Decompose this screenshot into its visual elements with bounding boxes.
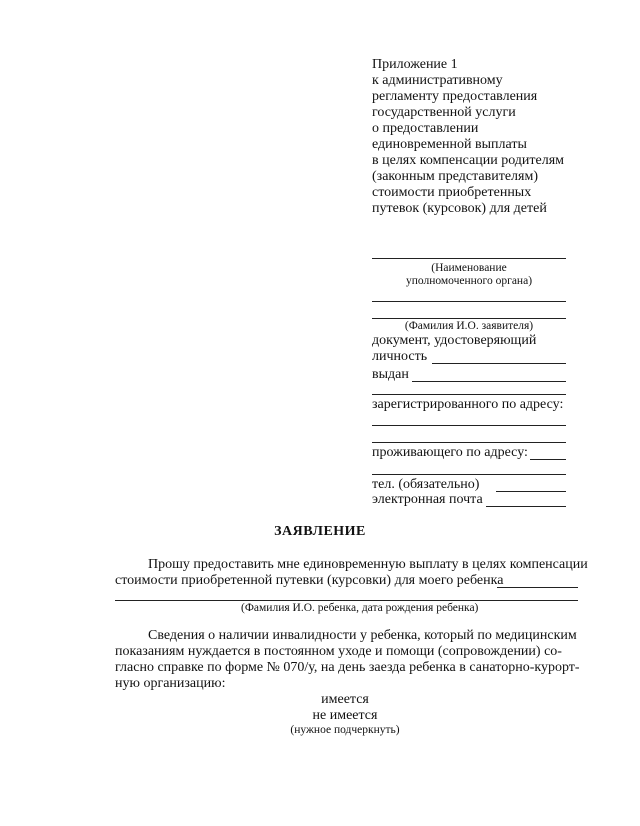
options-note: (нужное подчеркнуть) — [290, 724, 400, 736]
disability-line-2: показаниям нуждается в постоянном уходе и помощи (сопровождении) со- — [115, 644, 562, 659]
annex-line-5: о предоставлении — [372, 121, 479, 136]
disability-line-4: ную организацию: — [115, 676, 226, 691]
id-doc-label-2: личность — [372, 349, 428, 364]
email-line[interactable] — [486, 506, 566, 507]
registered-line-1[interactable] — [372, 425, 566, 426]
option-has[interactable]: имеется — [321, 692, 369, 707]
applicant-line-2[interactable] — [372, 318, 566, 319]
annex-line-4: государственной услуги — [372, 105, 516, 120]
residing-label: проживающего по адресу: — [372, 445, 528, 460]
email-label: электронная почта — [372, 492, 483, 507]
organ-caption-2: уполномоченного органа) — [405, 275, 533, 287]
organ-name-line[interactable] — [372, 258, 566, 259]
child-line-1[interactable] — [497, 587, 578, 588]
annex-line-2: к административному — [372, 73, 503, 88]
annex-line-3: регламенту предоставления — [372, 89, 538, 104]
request-line-2: стоимости приобретенной путевки (курсовки) для моего ребенка — [115, 573, 504, 588]
disability-line-3: гласно справке по форме № 070/у, на день заезда ребенка в санаторно-курорт- — [115, 660, 580, 675]
issued-line-2[interactable] — [372, 394, 566, 395]
applicant-line-1[interactable] — [372, 301, 566, 302]
organ-caption-1: (Наименование — [431, 262, 507, 274]
residing-line-2[interactable] — [372, 474, 566, 475]
disability-line-1: Сведения о наличии инвалидности у ребенка, который по медицинским — [148, 628, 577, 643]
id-doc-line[interactable] — [432, 363, 566, 364]
child-line-2[interactable] — [115, 600, 578, 601]
registered-line-2[interactable] — [372, 442, 566, 443]
residing-line-1[interactable] — [530, 459, 566, 460]
registered-label: зарегистрированного по адресу: — [372, 397, 564, 412]
annex-line-1: Приложение 1 — [372, 57, 458, 72]
phone-line[interactable] — [496, 491, 566, 492]
child-caption: (Фамилия И.О. ребенка, дата рождения ребенка) — [241, 602, 479, 614]
option-has-not[interactable]: не имеется — [312, 708, 378, 723]
annex-line-6: единовременной выплаты — [372, 137, 527, 152]
phone-label: тел. (обязательно) — [372, 477, 480, 492]
document-title: ЗАЯВЛЕНИЕ — [274, 524, 366, 539]
annex-line-7: в целях компенсации родителям — [372, 153, 565, 168]
request-line-1: Прошу предоставить мне единовременную выплату в целях компенсации — [148, 557, 588, 572]
applicant-caption: (Фамилия И.О. заявителя) — [404, 320, 534, 332]
issued-line[interactable] — [412, 381, 566, 382]
annex-line-9: стоимости приобретенных — [372, 185, 532, 200]
id-doc-label-1: документ, удостоверяющий — [372, 333, 537, 348]
annex-line-8: (законным представителям) — [372, 169, 538, 184]
annex-line-10: путевок (курсовок) для детей — [372, 201, 547, 216]
issued-label: выдан — [372, 367, 409, 382]
